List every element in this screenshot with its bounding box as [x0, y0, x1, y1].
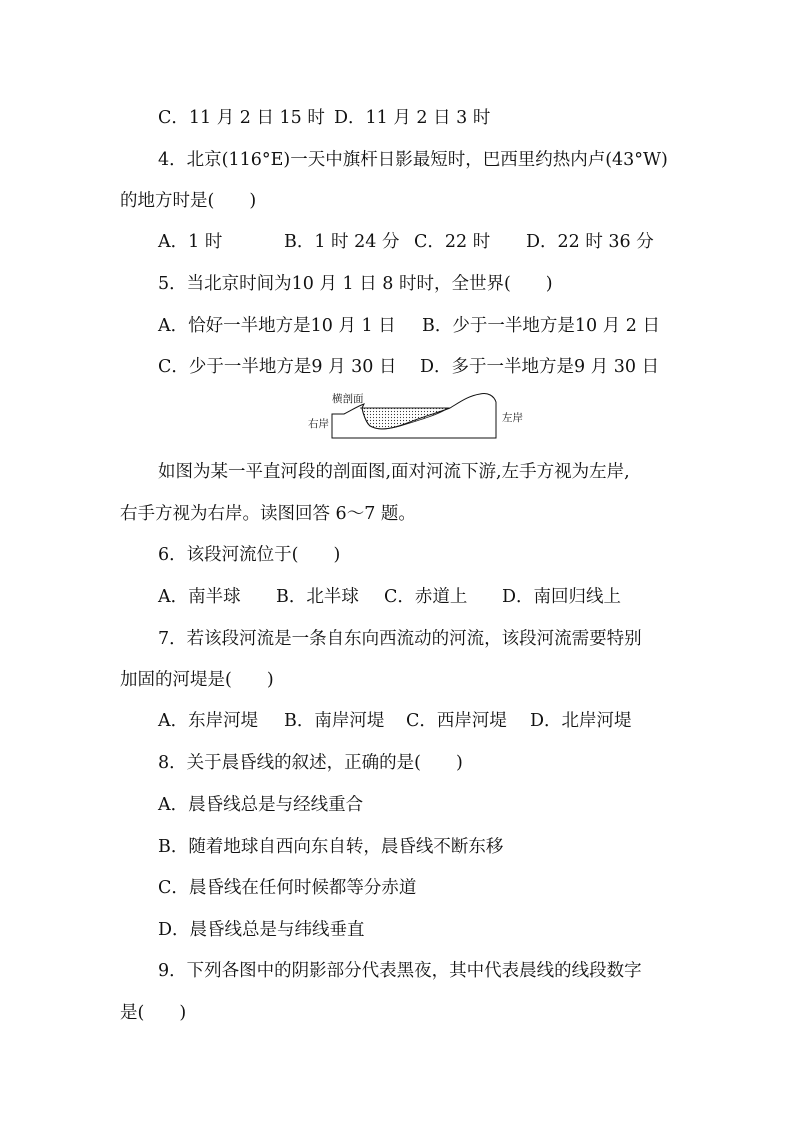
right-bank-label: 右岸	[308, 418, 329, 430]
q4-stem-line2: 的地方时是( )	[120, 191, 257, 211]
q8-option-c: C．晨昏线在任何时候都等分赤道	[158, 878, 417, 898]
q8-option-b: B．随着地球自西向东自转，晨昏线不断东移	[158, 837, 504, 857]
q7-option-d: D．北岸河堤	[530, 711, 632, 731]
passage-line1: 如图为某一平直河段的剖面图,面对河流下游,左手方视为左岸,	[158, 462, 630, 482]
q9-stem-line1: 9．下列各图中的阴影部分代表黑夜，其中代表晨线的线段数字	[158, 961, 642, 981]
q5-stem: 5．当北京时间为10 月 1 日 8 时时，全世界( )	[158, 274, 553, 294]
water-area	[362, 408, 448, 429]
passage-line2: 右手方视为右岸。读图回答 6～7 题。	[120, 504, 416, 524]
q5-option-d: D．多于一半地方是9 月 30 日	[420, 357, 660, 377]
q8-option-d: D．晨昏线总是与纬线垂直	[158, 920, 365, 940]
q3-option-d: D．11 月 2 日 3 时	[334, 108, 491, 128]
q8-option-a: A．晨昏线总是与经线重合	[158, 795, 364, 815]
q7-option-a: A．东岸河堤	[158, 711, 259, 731]
q7-stem-line1: 7．若该段河流是一条自东向西流动的河流，该段河流需要特别	[158, 629, 642, 649]
q6-option-a: A．南半球	[158, 587, 241, 607]
q9-stem-line2: 是( )	[120, 1003, 187, 1023]
q7-option-c: C．西岸河堤	[406, 711, 507, 731]
left-bank-label: 左岸	[502, 412, 523, 424]
q5-option-b: B．少于一半地方是10 月 2 日	[422, 316, 660, 336]
figure-title: 横剖面	[332, 393, 364, 405]
q5-option-c: C．少于一半地方是9 月 30 日	[158, 357, 397, 377]
q6-option-c: C．赤道上	[384, 587, 468, 607]
q4-option-b: B．1 时 24 分	[284, 232, 400, 252]
q8-stem: 8．关于晨昏线的叙述，正确的是( )	[158, 753, 463, 773]
q6-option-d: D．南回归线上	[502, 587, 622, 607]
q4-option-a: A．1 时	[158, 232, 223, 252]
q6-option-b: B．北半球	[276, 587, 359, 607]
q7-option-b: B．南岸河堤	[284, 711, 385, 731]
q4-stem-line1: 4．北京(116°E)一天中旗杆日影最短时，巴西里约热内卢(43°W)	[158, 150, 668, 170]
q4-option-c: C．22 时	[414, 232, 491, 252]
q3-option-c: C．11 月 2 日 15 时	[158, 108, 325, 128]
q7-stem-line2: 加固的河堤是( )	[120, 670, 274, 690]
q6-stem: 6．该段河流位于( )	[158, 545, 341, 565]
river-cross-section-figure	[300, 392, 523, 444]
q4-option-d: D．22 时 36 分	[526, 232, 654, 252]
q5-option-a: A．恰好一半地方是10 月 1 日	[158, 316, 396, 336]
